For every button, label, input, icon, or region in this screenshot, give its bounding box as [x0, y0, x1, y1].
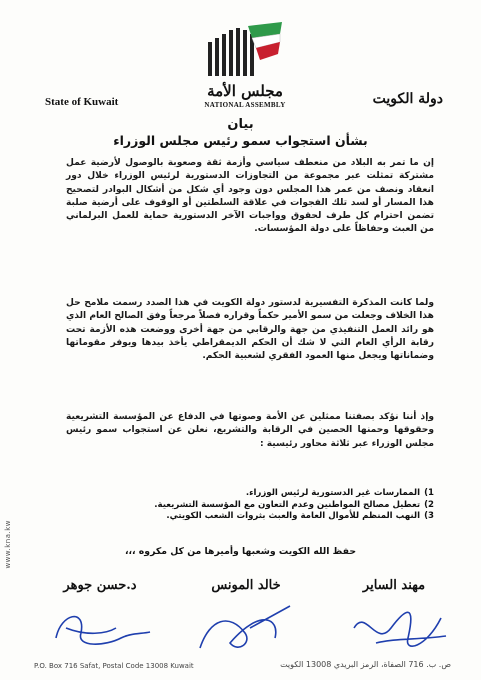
side-website-url: www.kna.kw — [4, 520, 12, 569]
signer-name-1: مهند الساير — [362, 578, 426, 593]
signer-name-3: د.حسن جوهر — [63, 578, 137, 593]
paragraph-1: إن ما تمر به البلاد من منعطف سياسي وأزمة ثقة وصعوبة بالوصول لأرضية عمل مشتركة تمثلت عبر مجموعة من التجاوزات الدستورية لرئيس الوزراء خلال دور انعقاد ونصف من عمر هذا المجلس دون وجود أي شكل من أشكال البوادر لتصحيح هذا المسار أو لسد تلك الفجوات في علاقة السلطتين أو الوقوف على أرضية صلبة تضمن احترام كل طرف لحقوق وواجبات الآخر الدستورية حماية للعمل البرلماني من العبث وحفاظاً على دولة المؤسسات. — [66, 158, 434, 235]
signature-3-icon — [46, 598, 156, 658]
signature-2-icon — [190, 598, 300, 658]
paragraph-2: ولما كانت المذكرة التفسيرية لدستور دولة الكويت في هذا الصدد رسمت ملامح حل هذا الخلاف وجعلت من سمو الأمير حكماً وقراره فصلاً مرجعاً وفق الصالح العام الذي هو رائد العمل التنفيذي من جهة والرقابي من جهة أخرى ووضعت هذه الأزمة تحت رقابة الرأي العام التي لا شك أن الحكم الديمقراطي يأخذ بيدها ويوفر مقوماتها وضماناتها ويجعل منها العمود الفقري لشعبية الحكم. — [66, 298, 434, 362]
brand-arabic: مجلس الأمة — [207, 82, 283, 100]
footer-address-arabic: ص. ب. 716 الصفاة، الرمز البريدي 13008 الكويت — [280, 660, 451, 669]
state-arabic: دولة الكويت — [372, 91, 443, 107]
axis-item — [96, 488, 434, 500]
signer-name-2: خالد المونس — [211, 578, 281, 593]
logo-bars — [208, 28, 254, 76]
document-subtitle: بشأن استجواب سمو رئيس مجلس الوزراء — [113, 133, 368, 148]
interrogation-axes-list — [96, 488, 434, 523]
signature-1-icon — [346, 598, 456, 658]
axis-number: 1) — [424, 488, 434, 498]
axis-text: تعطيل مصالح المواطنين وعدم التعاون مع المؤسسة التشريعية. — [154, 499, 421, 510]
axis-number: 2) — [424, 499, 434, 510]
axis-item — [96, 511, 434, 523]
state-english: State of Kuwait — [45, 96, 119, 108]
axis-item — [96, 500, 434, 512]
paragraph-3: وإذ أننا نؤكد بصفتنا ممثلين عن الأمة وصوتها في الدفاع عن المؤسسة التشريعية وحقوقها وحمنها الحصين في الرقابة والتشريع، نعلن عن استجواب سمو رئيس مجلس الوزراء عبر ثلاثة محاور رئيسية : — [66, 412, 434, 449]
closing-line: حفظ الله الكويت وشعبها وأميرها من كل مكروه ،،، — [124, 546, 357, 557]
brand-english: NATIONAL ASSEMBLY — [204, 101, 286, 109]
footer-address-english: P.O. Box 716 Safat, Postal Code 13008 Kuwait — [34, 662, 194, 670]
axis-text: النهب المنظم للأموال العامة والعبث بثروات الشعب الكويتي. — [166, 511, 421, 521]
document-title: بيان — [227, 117, 254, 132]
national-assembly-logo-icon — [200, 20, 290, 80]
axis-text: الممارسات غير الدستورية لرئيس الوزراء. — [245, 488, 421, 498]
axis-number: 3) — [424, 511, 434, 521]
